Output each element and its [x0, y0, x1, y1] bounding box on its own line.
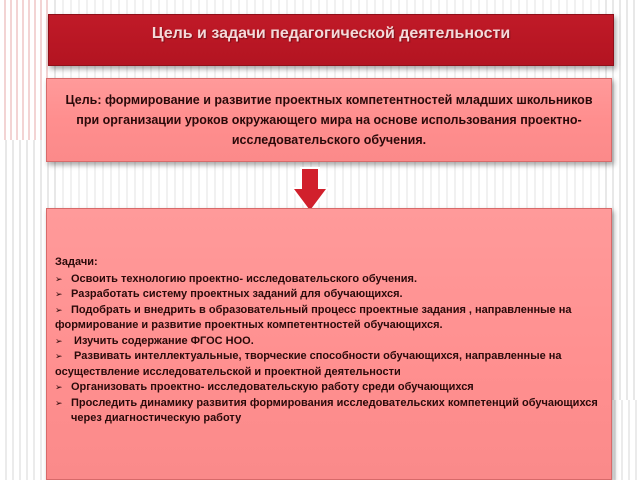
goal-text: Цель: формирование и развитие проектных компетентностей младших школьников при организации уроков окружающего мира на основе использования проектно- исследовательского обучения.: [65, 93, 593, 147]
goal-box: [46, 78, 612, 162]
arrow-bullet-icon: ➢: [55, 397, 63, 408]
task-text: Проследить динамику развития формирования исследовательских компетенций обучающихся через диагностическую работу: [71, 396, 598, 424]
arrow-bullet-icon: ➢: [55, 273, 63, 284]
arrow-bullet-icon: ➢: [55, 382, 63, 392]
arrow-bullet-icon: ➢: [55, 335, 63, 346]
task-text: Развивать интеллектуальные, творческие способности обучающихся, направленные на осуществление исследовательской и проектной деятельности: [55, 350, 562, 378]
task-item: [55, 396, 603, 427]
background-accent: [0, 0, 52, 140]
task-item: [55, 272, 603, 288]
task-text: Организовать проектно- исследовательскую работу среди обучающихся: [71, 381, 474, 393]
task-text: Подобрать и внедрить в образовательный процесс проектные задания , направленные на формирование и развитие проектных компетентностей обучающихся.: [55, 303, 572, 331]
task-item: [55, 380, 603, 396]
arrow-bullet-icon: ➢: [55, 304, 63, 315]
task-text: Разработать систему проектных заданий для обучающихся.: [71, 288, 403, 300]
task-item: [55, 303, 603, 334]
task-text: Изучить содержание ФГОС НОО.: [71, 334, 254, 347]
arrow-bullet-icon: ➢: [55, 351, 63, 361]
tasks-box: [46, 208, 612, 480]
arrow-bullet-icon: ➢: [55, 289, 63, 299]
down-arrow-icon: [290, 166, 330, 214]
task-item: [55, 349, 603, 380]
task-item: [55, 287, 603, 303]
task-item: [55, 334, 603, 350]
tasks-heading: Задачи:: [55, 256, 98, 268]
task-text: Освоить технологию проектно- исследовательского обучения.: [71, 272, 418, 285]
slide-title: Цель и задачи педагогической деятельности: [48, 14, 614, 66]
